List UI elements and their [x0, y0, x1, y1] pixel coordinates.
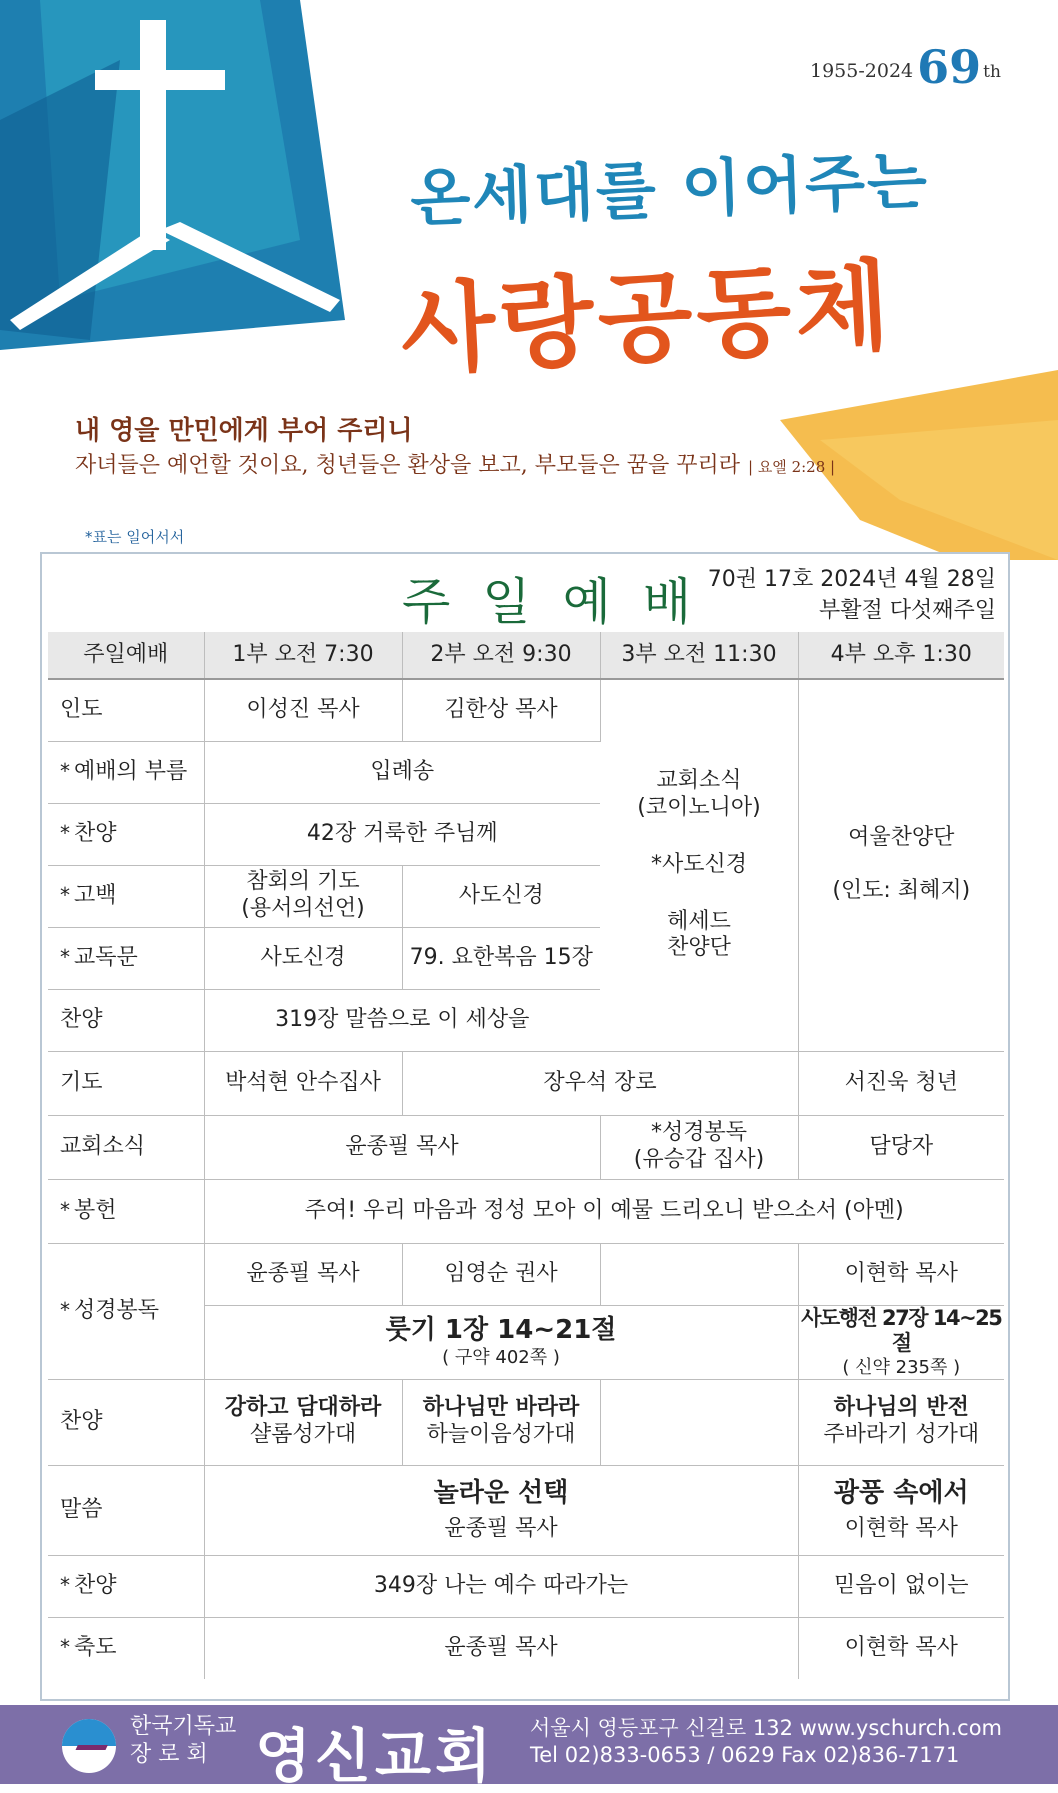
header-cell: 1부 오전 7:30	[204, 632, 402, 679]
cell: 서진욱 청년	[798, 1051, 1004, 1115]
table-row	[48, 1051, 1004, 1115]
table-row	[48, 1555, 1004, 1617]
cell: *성경봉독 (유승갑 집사)	[600, 1115, 798, 1179]
denomination: 한국기독교 장 로 회	[130, 1714, 237, 1767]
cell: 사도신경	[402, 865, 600, 927]
service4-order-block: 여울찬양단 (인도: 최혜지)	[798, 679, 1004, 1051]
issue-info	[708, 564, 996, 626]
table-row	[48, 1179, 1004, 1243]
stand-note: *표는 일어서서	[85, 528, 185, 546]
cell: 강하고 담대하라 샬롬성가대	[204, 1379, 402, 1465]
cell: 룻기 1장 14~21절 ( 구약 402쪽 )	[204, 1305, 798, 1379]
cell: 김한상 목사	[402, 679, 600, 741]
worship-order-box	[40, 552, 1010, 1701]
cell: 박석현 안수집사	[204, 1051, 402, 1115]
row-label: * 찬양	[48, 1555, 204, 1617]
verse-title: 내 영을 만민에게 부어 주리니	[75, 416, 413, 446]
table-row	[48, 1617, 1004, 1679]
issue-number-date: 70권 17호 2024년 4월 28일	[707, 567, 996, 592]
cell: 42장 거룩한 주님께	[204, 803, 600, 865]
row-label: 인도	[48, 679, 204, 741]
row-label: * 고백	[48, 865, 204, 927]
cell: 장우석 장로	[402, 1051, 798, 1115]
bulletin-title: 주일예배	[402, 573, 724, 631]
table-row	[48, 1379, 1004, 1465]
row-label: * 성경봉독	[48, 1243, 204, 1379]
cell: 이현학 목사	[798, 1243, 1004, 1305]
church-name: 영신교회	[255, 1722, 496, 1790]
slogan-line-1: 온세대를 이어주는	[409, 143, 931, 236]
cell	[600, 1243, 798, 1305]
row-label: 찬양	[48, 1379, 204, 1465]
cell	[600, 1379, 798, 1465]
row-label: 기도	[48, 1051, 204, 1115]
table-row	[48, 1243, 1004, 1305]
cell: 윤종필 목사	[204, 1617, 798, 1679]
header-cell: 4부 오후 1:30	[798, 632, 1004, 679]
cell: 참회의 기도 (용서의선언)	[204, 865, 402, 927]
cell: 하나님만 바라라 하늘이음성가대	[402, 1379, 600, 1465]
table-row	[48, 1115, 1004, 1179]
liturgical-sunday: 부활절 다섯째주일	[818, 598, 996, 623]
cell: 광풍 속에서 이현학 목사	[798, 1465, 1004, 1555]
row-label: 교회소식	[48, 1115, 204, 1179]
row-label: 말씀	[48, 1465, 204, 1555]
cell: 담당자	[798, 1115, 1004, 1179]
cell: 319장 말씀으로 이 세상을	[204, 989, 600, 1051]
row-label: 찬양	[48, 989, 204, 1051]
table-row	[48, 679, 1004, 741]
service3-order-block: 교회소식 (코이노니아) *사도신경 헤세드 찬양단	[600, 679, 798, 1051]
row-label: * 찬양	[48, 803, 204, 865]
verse-reference: | 요엘 2:28 |	[748, 458, 836, 476]
cell: 하나님의 반전 주바라기 성가대	[798, 1379, 1004, 1465]
church-contact	[530, 1715, 1002, 1769]
row-label: * 예배의 부름	[48, 741, 204, 803]
church-address: 서울시 영등포구 신길로 132 www.yschurch.com	[530, 1716, 1003, 1740]
cell: 사도행전 27장 14~25절 ( 신약 235쪽 )	[798, 1305, 1004, 1379]
cell: 이현학 목사	[844, 1635, 958, 1660]
cell: 이성진 목사	[204, 679, 402, 741]
row-label: * 축도	[48, 1617, 204, 1679]
anniversary-years: 1955-202469 th	[810, 40, 1001, 94]
footer-bar	[0, 1705, 1058, 1790]
row-label: * 봉헌	[48, 1179, 204, 1243]
table-row	[48, 1465, 1004, 1555]
cell: 윤종필 목사	[204, 1243, 402, 1305]
row-label: * 교독문	[48, 927, 204, 989]
cell: 사도신경	[204, 927, 402, 989]
header-cell: 3부 오전 11:30	[600, 632, 798, 679]
church-phone: Tel 02)833-0653 / 0629 Fax 02)836-7171	[530, 1743, 960, 1767]
header-cell: 주일예배	[48, 632, 204, 679]
cell: 349장 나는 예수 따라가는	[204, 1555, 798, 1617]
cell: 임영순 권사	[402, 1243, 600, 1305]
slogan-line-2: 사랑공동체	[397, 248, 897, 389]
header-cell: 2부 오전 9:30	[402, 632, 600, 679]
cell: 주여! 우리 마음과 정성 모아 이 예물 드리오니 받으소서 (아멘)	[204, 1179, 1004, 1243]
cell: 믿음이 없이는	[798, 1555, 1004, 1617]
table-header-row	[48, 632, 1004, 679]
cell: 놀라운 선택 윤종필 목사	[204, 1465, 798, 1555]
church-logo-icon	[62, 1719, 116, 1773]
header-banner	[0, 0, 1058, 560]
cell: 79. 요한복음 15장	[402, 927, 600, 989]
cell: 입례송	[204, 741, 600, 803]
service-schedule-table	[48, 632, 1004, 1679]
cell: 윤종필 목사	[204, 1115, 600, 1179]
verse-text: 자녀들은 예언할 것이요, 청년들은 환상을 보고, 부모들은 꿈을 꾸리라 | 요엘 2:28 |	[75, 453, 836, 478]
